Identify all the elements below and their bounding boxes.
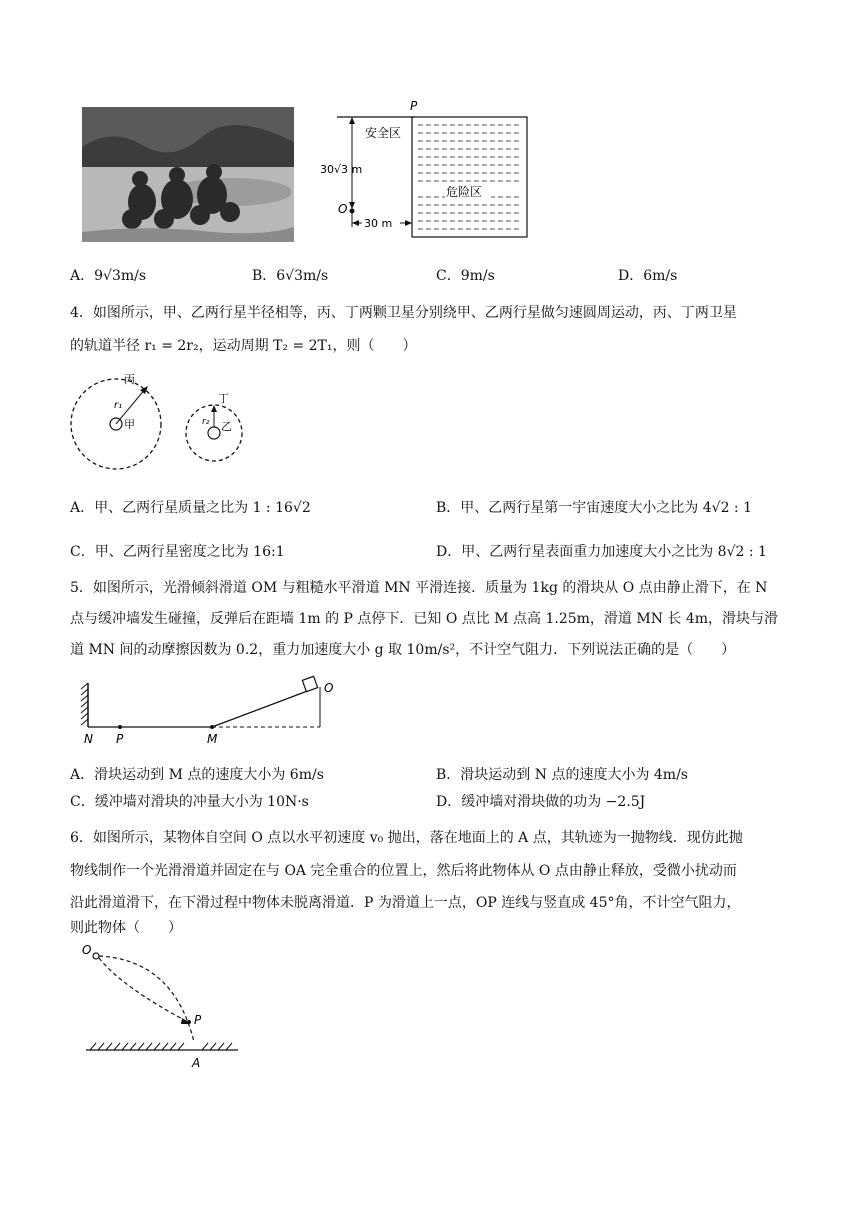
satellite-ding-label: 丁 bbox=[218, 392, 229, 405]
q6-stem-line1: 6．如图所示，某物体自空间 O 点以水平初速度 v₀ 抛出，落在地面上的 A 点，其轨迹为一抛物线．现仿此抛 bbox=[70, 830, 743, 846]
height-label: 30√3 m bbox=[320, 163, 363, 176]
satellite-bing-label: 丙 bbox=[124, 373, 135, 386]
r2-label: r₂ bbox=[202, 417, 210, 427]
danger-zone-label: 危险区 bbox=[446, 185, 483, 199]
q3-option-a[interactable]: A．9√3m/s bbox=[70, 268, 147, 284]
width-label: 30 m bbox=[364, 217, 393, 230]
q6-stem-line2: 物线制作一个光滑滑道并固定在与 OA 完全重合的位置上，然后将此物体从 O 点由静止释放，受微小扰动而 bbox=[70, 863, 737, 879]
q5-option-a[interactable]: A．滑块运动到 M 点的速度大小为 6m/s bbox=[70, 767, 324, 783]
q4-option-c[interactable]: C．甲、乙两行星密度之比为 16:1 bbox=[70, 544, 285, 560]
point-n-label: N bbox=[84, 732, 93, 746]
point-p-label: P bbox=[116, 732, 124, 746]
q6-stem-line4: 则此物体（ ） bbox=[70, 920, 182, 936]
motorcycle-photo bbox=[82, 107, 294, 242]
planet-yi-label: 乙 bbox=[221, 420, 232, 433]
q4-option-a[interactable]: A．甲、乙两行星质量之比为 1 : 16√2 bbox=[70, 500, 311, 516]
q4-option-d[interactable]: D．甲、乙两行星表面重力加速度大小之比为 8√2 : 1 bbox=[436, 544, 767, 560]
point-a-label: A bbox=[192, 1056, 201, 1070]
zone-diagram-svg bbox=[320, 97, 535, 247]
parabola-diagram bbox=[82, 942, 242, 1072]
orbit-diagram bbox=[68, 372, 258, 472]
planet-jia-label: 甲 bbox=[124, 418, 135, 431]
q3-option-d[interactable]: D．6m/s bbox=[618, 268, 678, 284]
slide-track-diagram bbox=[76, 675, 346, 750]
q4-stem-line1: 4．如图所示，甲、乙两行星半径相等，丙、丁两颗卫星分别绕甲、乙两行星做匀速圆周运动，丙、丁两卫星 bbox=[70, 305, 737, 321]
q3-option-c[interactable]: C．9m/s bbox=[436, 268, 495, 284]
safe-zone-label: 安全区 bbox=[365, 126, 402, 140]
point-o-label: O bbox=[324, 681, 334, 695]
q5-option-c[interactable]: C．缓冲墙对滑块的冲量大小为 10N·s bbox=[70, 794, 309, 810]
q6-stem-line3: 沿此滑道滑下，在下滑过程中物体未脱离滑道．P 为滑道上一点，OP 连线与竖直成 45°角，不计空气阻力， bbox=[70, 895, 741, 911]
q4-option-b[interactable]: B．甲、乙两行星第一宇宙速度大小之比为 4√2 : 1 bbox=[436, 500, 753, 516]
point-m-label: M bbox=[207, 732, 218, 746]
q5-stem-line1: 5．如图所示，光滑倾斜滑道 OM 与粗糙水平滑道 MN 平滑连接．质量为 1kg 的滑块从 O 点由静止滑下，在 N bbox=[70, 580, 768, 596]
q3-option-b[interactable]: B．6√3m/s bbox=[252, 268, 329, 284]
point-p-label: P bbox=[410, 99, 418, 113]
r1-label: r₁ bbox=[114, 400, 123, 411]
q5-stem-line3: 道 MN 间的动摩擦因数为 0.2，重力加速度大小 g 取 10m/s²，不计空气阻力．下列说法正确的是（ ） bbox=[70, 642, 736, 658]
point-p-label: P bbox=[194, 1013, 202, 1027]
point-o-label: O bbox=[82, 943, 92, 957]
point-o-label: O bbox=[338, 202, 348, 216]
zone-diagram bbox=[320, 97, 535, 247]
q5-option-b[interactable]: B．滑块运动到 N 点的速度大小为 4m/s bbox=[436, 767, 688, 783]
q5-stem-line2: 点与缓冲墙发生碰撞，反弹后在距墙 1m 的 P 点停下．已知 O 点比 M 点高 1.25m，滑道 MN 长 4m，滑块与滑 bbox=[70, 611, 779, 627]
q5-option-d[interactable]: D．缓冲墙对滑块做的功为 −2.5J bbox=[436, 794, 646, 810]
q4-stem-line2: 的轨道半径 r₁ = 2r₂，运动周期 T₂ = 2T₁，则（ ） bbox=[70, 338, 417, 354]
